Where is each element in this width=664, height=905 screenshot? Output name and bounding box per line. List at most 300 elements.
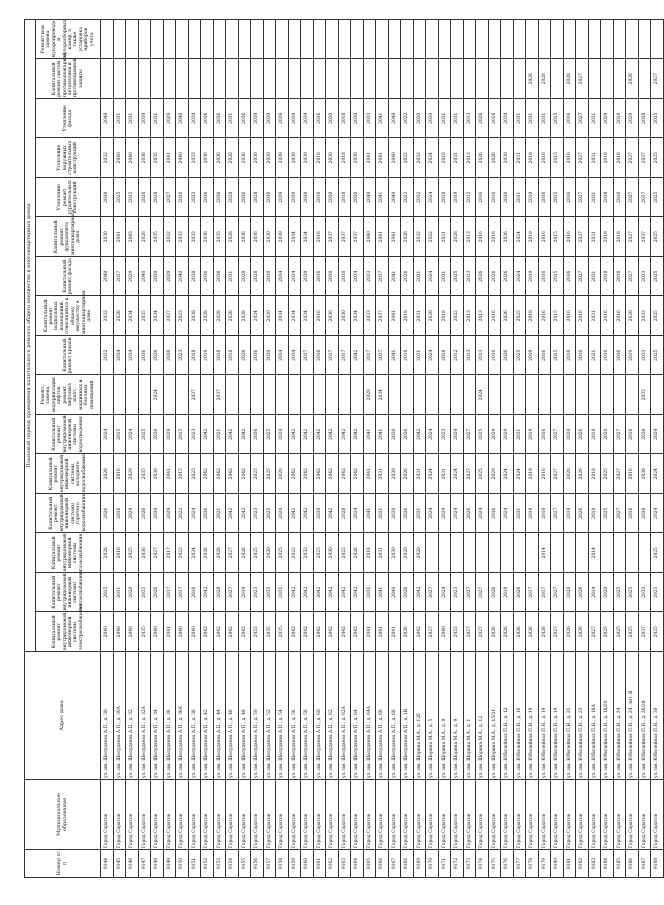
cell-municipality: Город Саратов [563,780,576,850]
cell-year: 2026 [238,533,251,573]
table-row [401,19,414,877]
cell-year: 2042 [213,454,226,494]
cell-year: 2033 [363,257,376,297]
cell-year: 2018 [601,138,614,178]
cell-year: 2041 [376,178,389,218]
table-row [263,19,276,877]
cell-year: 2029 [488,415,501,455]
table-row [588,19,601,877]
cell-year [563,375,576,415]
cell-number: 9161 [313,850,326,878]
cell-year: 2035 [263,612,276,652]
cell-year [576,375,589,415]
cell-year: 2016 [538,415,551,455]
cell-year [226,19,239,59]
cell-address: ул. им. Юбилейная П.Н., д. 18А [588,652,601,780]
cell-year: 2034 [288,336,301,376]
cell-year [351,19,364,59]
cell-address: ул. им. Шелудяева А.П., д. 68 [388,652,401,780]
cell-year [451,19,464,59]
cell-year: 2040 [388,178,401,218]
cell-year: 2025 [513,296,526,336]
cell-year: 2036 [163,336,176,376]
cell-number: 9176 [501,850,514,878]
cell-year: 2030 [413,99,426,139]
cell-year: 2015 [551,296,564,336]
cell-year: 2027 [426,573,439,613]
table-row [276,19,289,877]
cell-year [263,59,276,99]
cell-year: 2026 [476,257,489,297]
cell-year: 2017 [338,336,351,376]
cell-year: 2020 [563,573,576,613]
cell-year: 2025 [651,336,664,376]
cell-year [513,19,526,59]
cell-year: 2042 [226,415,239,455]
cell-year: 2027 [626,138,639,178]
cell-year: 2015 [176,454,189,494]
table-row [363,19,376,877]
cell-number: 9164 [351,850,364,878]
cell-year: 2033 [188,138,201,178]
cell-year [476,59,489,99]
cell-year: 2036 [238,99,251,139]
cell-year: 2026 [563,612,576,652]
cell-year: 2036 [213,99,226,139]
cell-address: ул. им. Шелудяева А.П., д. 60 [313,652,326,780]
table-row [113,19,126,877]
cell-year: 2033 [638,296,651,336]
cell-year: 2019 [201,336,214,376]
cell-year: 2030 [388,494,401,534]
cell-year: 2040 [101,612,114,652]
cell-year [401,59,414,99]
cell-year [488,19,501,59]
cell-year: 2027 [551,415,564,455]
cell-year: 2041 [388,217,401,257]
header-number: Номер п/п [25,850,101,878]
cell-municipality: Город Саратов [513,780,526,850]
table-row [313,19,326,877]
cell-year: 2016 [488,217,501,257]
cell-year [126,375,139,415]
cell-municipality: Город Саратов [538,780,551,850]
cell-year [413,59,426,99]
cell-year: 2042 [238,415,251,455]
cell-year: 2037 [326,217,339,257]
cell-year [138,375,151,415]
cell-municipality: Город Саратов [126,780,139,850]
cell-municipality: Город Саратов [276,780,289,850]
cell-year: 2027 [151,533,164,573]
cell-year: 2024 [451,454,464,494]
cell-year: 2019 [526,296,539,336]
cell-year: 2028 [226,138,239,178]
cell-address: ул. им. Юбилейная П.Н., д. 26/28 [638,652,651,780]
cell-year: 2027 [551,454,564,494]
cell-year [301,59,314,99]
cell-year: 2027 [626,257,639,297]
cell-year: 2042 [351,573,364,613]
cell-year [463,19,476,59]
cell-year [288,19,301,59]
cell-year: 2025 [651,99,664,139]
cell-year: 2041 [363,454,376,494]
cell-year: 2027 [576,99,589,139]
cell-municipality: Город Саратов [138,780,151,850]
cell-year: 2035 [263,573,276,613]
cell-address: ул. им. Шелудяева А.П., д. 52 [263,652,276,780]
cell-year: 2035 [276,612,289,652]
cell-year: 2026 [501,296,514,336]
cell-year: 2022 [451,296,464,336]
cell-year: 2016 [613,178,626,218]
cell-year: 2027 [463,573,476,613]
cell-year: 2043 [126,217,139,257]
cell-year: 2031 [276,573,289,613]
cell-year: 2042 [326,415,339,455]
cell-year: 2017 [363,336,376,376]
cell-year: 2040 [176,612,189,652]
cell-year: 2025 [513,336,526,376]
cell-year: 2036 [138,533,151,573]
cell-year: 2037 [638,612,651,652]
cell-year [613,375,626,415]
cell-year [588,19,601,59]
cell-year: 2030 [188,99,201,139]
cell-year: 2022 [176,533,189,573]
cell-number: 9181 [563,850,576,878]
cell-year: 2031 [376,533,389,573]
cell-year [501,19,514,59]
cell-year: 2024 [426,178,439,218]
cell-address: ул. им. Шелудяева А.П., д. 36А [176,652,189,780]
cell-year: 2024 [651,415,664,455]
cell-year: 2040 [126,612,139,652]
cell-year: 2027 [651,59,664,99]
cell-year: 2026 [488,573,501,613]
cell-address: ул. им. Шелудяева А.П., д. 36 [163,652,176,780]
cell-year: 2042 [201,454,214,494]
cell-year: 2026 [351,533,364,573]
cell-year: 2029 [126,494,139,534]
cell-number: 9174 [476,850,489,878]
cell-year: 2024 [251,296,264,336]
cell-year: 2016 [538,217,551,257]
cell-year: 2015 [551,99,564,139]
cell-year: 2026 [513,573,526,613]
cell-year: 2026 [401,494,414,534]
cell-year [601,375,614,415]
cell-municipality: Город Саратов [488,780,501,850]
cell-year: 2040 [388,573,401,613]
table-row [538,19,551,877]
cell-year: 2024 [476,375,489,415]
cell-year [476,533,489,573]
cell-year: 2030 [263,178,276,218]
cell-year: 2042 [301,415,314,455]
table-row [526,19,539,877]
cell-year: 2033 [188,217,201,257]
cell-address: ул. им. Шелудяева А.П., д. 1В [401,652,414,780]
cell-year [313,59,326,99]
cell-year: 2029 [488,454,501,494]
cell-number: 9157 [263,850,276,878]
cell-year: 2042 [326,494,339,534]
cell-year: 2024 [126,415,139,455]
cell-year: 2025 [263,454,276,494]
cell-year: 2037 [351,217,364,257]
cell-year: 2023 [251,612,264,652]
cell-year: 2036 [201,178,214,218]
cell-year: 2042 [226,612,239,652]
cell-municipality: Город Саратов [501,780,514,850]
cell-year: 2013 [476,296,489,336]
header-work-type: Капитальный ремонт внутридомовой инженерной системы водоотведения [36,415,101,455]
cell-year [638,59,651,99]
header-work-type: Капитальный ремонт подвальных помещений, относящихся к общему имуществу в многоквартирном доме [36,296,101,336]
cell-year: 2024 [151,375,164,415]
cell-year: 2026 [476,138,489,178]
cell-year: 2042 [288,573,301,613]
cell-year: 2025 [263,494,276,534]
cell-year: 2042 [351,454,364,494]
cell-year: 2023 [176,296,189,336]
cell-year: 2025 [138,415,151,455]
cell-year: 2016 [538,494,551,534]
cell-year: 2030 [326,178,339,218]
table-row [426,19,439,877]
cell-year: 2026 [463,494,476,534]
cell-year: 2026 [101,494,114,534]
cell-year [351,375,364,415]
cell-year: 2035 [151,217,164,257]
cell-year: 2025 [476,415,489,455]
cell-year: 2036 [251,415,264,455]
cell-year: 2027 [163,296,176,336]
cell-address: ул. им. Шорина М.А., д. 1 [463,652,476,780]
cell-year: 2027 [626,217,639,257]
cell-year [551,375,564,415]
cell-year: 2030 [251,99,264,139]
cell-year [101,19,114,59]
cell-year [626,19,639,59]
cell-year: 2025 [613,573,626,613]
cell-year [513,533,526,573]
cell-year: 2041 [388,257,401,297]
cell-year: 2013 [463,178,476,218]
cell-year: 2041 [363,415,376,455]
cell-year: 2033 [638,336,651,376]
cell-year: 2029 [126,257,139,297]
cell-number: 9150 [176,850,189,878]
cell-year: 2026 [138,217,151,257]
cell-year: 2016 [488,178,501,218]
cell-year: 2016 [613,336,626,376]
cell-year [451,59,464,99]
cell-year: 2041 [388,612,401,652]
cell-year: 2018 [401,336,414,376]
cell-year: 2031 [588,99,601,139]
cell-year: 2025 [113,178,126,218]
table-row [463,19,476,877]
table-row [388,19,401,877]
cell-year: 2028 [201,296,214,336]
cell-year: 2034 [151,296,164,336]
cell-number: 9177 [513,850,526,878]
cell-year: 2026 [488,612,501,652]
cell-year: 2025 [613,612,626,652]
cell-municipality: Город Саратов [613,780,626,850]
cell-year: 2028 [451,217,464,257]
header-work-type: Утепление фасада [36,99,101,139]
cell-year: 2030 [501,178,514,218]
cell-year: 2016 [601,296,614,336]
table-row [101,19,114,877]
cell-year: 2036 [138,138,151,178]
cell-number: 9168 [401,850,414,878]
cell-year [638,533,651,573]
cell-year: 2015 [176,415,189,455]
cell-year: 2017 [526,573,539,613]
cell-year: 2030 [263,99,276,139]
cell-year: 2027 [626,178,639,218]
header-work-type: Капитальный ремонт фундамента многоквартирного дома [36,217,101,257]
cell-year: 2016 [538,454,551,494]
cell-address: ул. им. Шелудяева А.П., д. 62А [338,652,351,780]
cell-year: 2024 [426,257,439,297]
cell-year: 2020 [263,533,276,573]
cell-year: 2026 [401,612,414,652]
cell-year: 2018 [588,494,601,534]
cell-year: 2016 [613,257,626,297]
cell-year: 2030 [501,99,514,139]
cell-address: ул. им. Шелудяева А.П., д. 48 [238,652,251,780]
cell-number: 9155 [238,850,251,878]
cell-year: 2040 [363,178,376,218]
cell-municipality: Город Саратов [163,780,176,850]
cell-year: 2031 [526,99,539,139]
cell-year: 2019 [526,257,539,297]
cell-year: 2042 [313,612,326,652]
cell-address: ул. им. Шелудяева А.П., д. 56 [288,652,301,780]
cell-year: 2033 [363,296,376,336]
cell-year: 2024 [438,573,451,613]
cell-year: 2026 [201,533,214,573]
cell-year: 2019 [501,573,514,613]
cell-year: 2028 [226,217,239,257]
cell-year [388,19,401,59]
cell-year: 2031 [513,138,526,178]
cell-year: 2037 [638,217,651,257]
cell-year: 2013 [463,138,476,178]
cell-year: 2042 [301,454,314,494]
cell-year: 2034 [351,296,364,336]
cell-address: ул. им. Шелудяева А.П., д. 34 [151,652,164,780]
cell-year: 2016 [613,217,626,257]
cell-year: 2018 [338,178,351,218]
cell-year [238,59,251,99]
cell-year: 2016 [613,138,626,178]
cell-year: 2016 [313,296,326,336]
cell-year: 2034 [126,296,139,336]
cell-year: 2029 [163,257,176,297]
cell-year [563,19,576,59]
cell-year: 2027 [576,59,589,99]
cell-municipality: Город Саратов [251,780,264,850]
cell-number: 9175 [488,850,501,878]
cell-year: 2019 [526,217,539,257]
cell-year: 2020 [426,296,439,336]
cell-number: 9165 [363,850,376,878]
cell-year: 2032 [413,138,426,178]
cell-year: 2020 [401,533,414,573]
cell-number: 9182 [576,850,589,878]
cell-address: ул. им. Шелудяева А.П., д. 64 [351,652,364,780]
cell-year: 2040 [388,138,401,178]
cell-year: 2018 [438,138,451,178]
cell-year: 2032 [101,138,114,178]
cell-year: 2042 [338,415,351,455]
cell-address: ул. им. Шорина М.А., д. 9 [451,652,464,780]
cell-year: 2030 [338,257,351,297]
cell-year: 2031 [376,494,389,534]
cell-year: 2025 [651,533,664,573]
cell-year: 2028 [213,296,226,336]
cell-year: 2027 [426,612,439,652]
cell-year: 2042 [351,336,364,376]
cell-municipality: Город Саратов [451,780,464,850]
cell-year [551,19,564,59]
cell-year: 2028 [213,533,226,573]
cell-year: 2016 [538,257,551,297]
cell-year: 2036 [238,138,251,178]
cell-municipality: Город Саратов [288,780,301,850]
cell-municipality: Город Саратов [301,780,314,850]
cell-year [313,375,326,415]
cell-year [563,533,576,573]
cell-year [363,19,376,59]
cell-year: 2027 [613,454,626,494]
cell-year: 2028 [238,257,251,297]
cell-year: 2028 [251,257,264,297]
cell-number: 9163 [338,850,351,878]
cell-year [538,375,551,415]
cell-year: 2016 [313,336,326,376]
cell-year: 2041 [376,612,389,652]
cell-year: 2028 [226,178,239,218]
cell-year: 2040 [101,99,114,139]
cell-year: 2035 [138,612,151,652]
cell-year: 2037 [638,138,651,178]
cell-year: 2042 [201,573,214,613]
cell-year: 2042 [238,454,251,494]
cell-year: 2037 [188,375,201,415]
cell-year: 2026 [488,138,501,178]
cell-year: 2032 [413,178,426,218]
cell-year: 2023 [251,573,264,613]
cell-year: 2018 [588,454,601,494]
cell-year: 2030 [151,454,164,494]
cell-year: 2022 [176,494,189,534]
header-address: Адрес дома [25,652,101,780]
cell-year: 2022 [288,533,301,573]
header-work-type: Капитальный ремонт систем противопожарной автоматики и противодымной защиты [36,59,101,99]
cell-year: 2026 [138,494,151,534]
cell-year: 2041 [376,573,389,613]
cell-year [151,19,164,59]
cell-year [651,19,664,59]
